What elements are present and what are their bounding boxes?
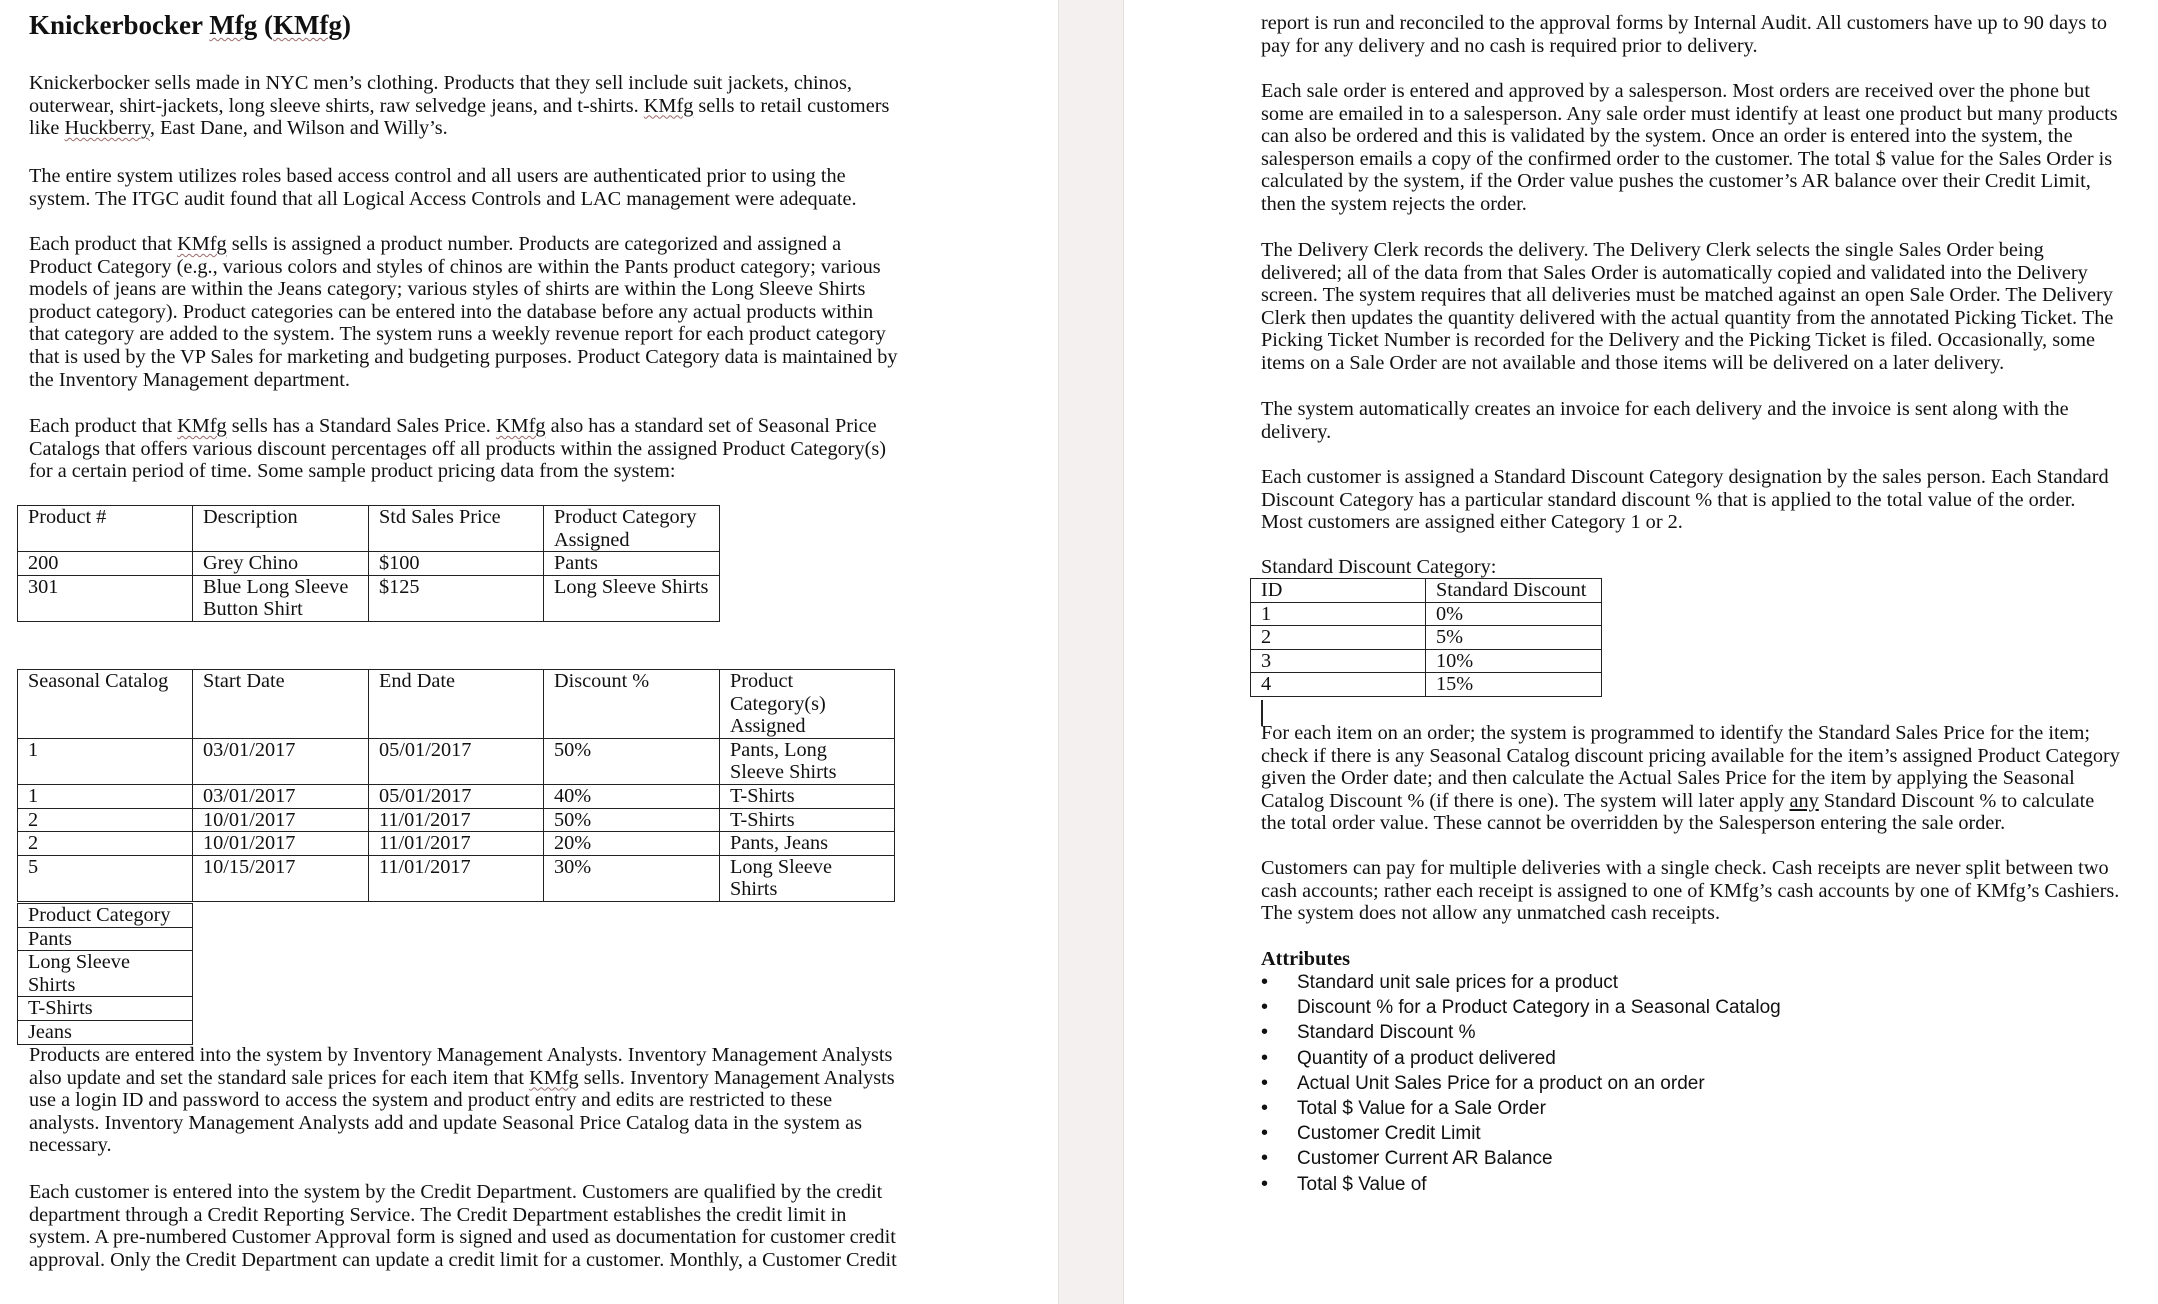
table-cell: Pants <box>18 927 193 951</box>
standard-price-paragraph: Each product that KMfg sells has a Standard Sales Price. KMfg also has a standard set of Seasonal Price Catalogs that offers various discount percentages off all products within the assigned Product Category(s) for a certain period of time. Some sample product pricing data from the system: <box>29 415 887 483</box>
audit-paragraph: report is run and reconciled to the approval forms by Internal Audit. All customers have up to 90 days to pay for any delivery and no cash is required prior to delivery. <box>1261 12 2107 57</box>
table-cell: 4 <box>1251 673 1426 697</box>
table-cell: 0% <box>1426 602 1602 626</box>
standard-discount-paragraph: Each customer is assigned a Standard Discount Category designation by the sales person. Each Standard Discount Category has a particular standard discount % that is applied to the total value of the order. Most customers are assigned either Category 1 or 2. <box>1261 466 2109 534</box>
product-category-table <box>17 903 193 1045</box>
table-cell: 301 <box>18 575 193 621</box>
table-cell: Pants <box>544 552 720 576</box>
cash-receipts-paragraph: Customers can pay for multiple deliveries with a single check. Cash receipts are never split between two cash accounts; rather each receipt is assigned to one of KMfg’s cash accounts by one of KMfg’s Cashiers. The system does not allow any unmatched cash receipts. <box>1261 857 2120 925</box>
table-header-cell: Product Category Assigned <box>544 506 720 552</box>
list-item: • Total $ Value of <box>1261 1172 2121 1197</box>
sale-order-paragraph: Each sale order is entered and approved by a salesperson. Most orders are received over the phone but some are emailed in to a salesperson. Any sale order must identify at least one product but many products can also be ordered and this is validated by the system. Once an order is entered into the system, the salesperson emails a copy of the confirmed order to the customer. The total $ value for the Sales Order is calculated by the system, if the Order value pushes the customer’s AR balance over their Credit Limit, then the system rejects the order. <box>1261 80 2118 215</box>
table-cell: 40% <box>544 784 720 808</box>
list-item: • Standard Discount % <box>1261 1020 2121 1045</box>
table-cell: 200 <box>18 552 193 576</box>
table-header-cell: ID <box>1251 579 1426 603</box>
document-title: Knickerbocker Mfg (KMfg) <box>29 10 351 40</box>
table-header-cell: Standard Discount <box>1426 579 1602 603</box>
table-row <box>18 784 895 808</box>
table-cell: Pants, Long Sleeve Shirts <box>720 738 895 784</box>
seasonal-catalog-table <box>17 669 895 902</box>
table-cell: Blue Long Sleeve Button Shirt <box>193 575 369 621</box>
list-item: • Customer Credit Limit <box>1261 1121 2121 1146</box>
attributes-list <box>1261 970 2121 1197</box>
table-header-cell: Product Category(s) Assigned <box>720 670 895 739</box>
table-cell: 10/15/2017 <box>193 855 369 901</box>
table-header-cell: Discount % <box>544 670 720 739</box>
table-row <box>18 552 720 576</box>
table-cell: 1 <box>18 784 193 808</box>
list-item: • Total $ Value for a Sale Order <box>1261 1096 2121 1121</box>
table-cell: Long Sleeve Shirts <box>18 951 193 997</box>
table-cell: 50% <box>544 738 720 784</box>
table-header-row <box>18 904 193 928</box>
table-cell: 5% <box>1426 626 1602 650</box>
table-header-cell: Start Date <box>193 670 369 739</box>
table-header-row <box>18 670 895 739</box>
intro-paragraph: Knickerbocker sells made in NYC men’s clothing. Products that they sell include suit jackets, chinos, outerwear, shirt-jackets, long sleeve shirts, raw selvedge jeans, and t-shirts. KMfg sells to retail customers like Huckberry, East Dane, and Wilson and Willy’s. <box>29 72 890 140</box>
discount-table-caption: Standard Discount Category: <box>1261 556 1497 578</box>
list-item: • Actual Unit Sales Price for a product on an order <box>1261 1071 2121 1096</box>
credit-department-paragraph: Each customer is entered into the system by the Credit Department. Customers are qualified by the credit department through a Credit Reporting Service. The Credit Department establishes the credit limit in system. A pre-numbered Customer Approval form is signed and used as documentation for customer credit approval. Only the Credit Department can update a credit limit for a customer. Monthly, a Customer Credit <box>29 1181 897 1271</box>
table-cell: T-Shirts <box>720 808 895 832</box>
list-item: • Discount % for a Product Category in a Seasonal Catalog <box>1261 995 2121 1020</box>
table-cell: 1 <box>18 738 193 784</box>
product-pricing-table <box>17 505 720 622</box>
table-row <box>18 927 193 951</box>
table-cell: 11/01/2017 <box>369 832 544 856</box>
table-row <box>18 1020 193 1044</box>
table-row <box>1251 626 1602 650</box>
invoice-paragraph: The system automatically creates an invoice for each delivery and the invoice is sent along with the delivery. <box>1261 398 2069 443</box>
table-cell: $100 <box>369 552 544 576</box>
table-cell: 11/01/2017 <box>369 855 544 901</box>
table-cell: 2 <box>18 832 193 856</box>
list-item: • Customer Current AR Balance <box>1261 1146 2121 1171</box>
table-header-row <box>1251 579 1602 603</box>
table-header-cell: Description <box>193 506 369 552</box>
table-row <box>18 855 895 901</box>
table-cell: Long Sleeve Shirts <box>544 575 720 621</box>
table-row <box>1251 602 1602 626</box>
table-cell: 50% <box>544 808 720 832</box>
table-cell: 10% <box>1426 649 1602 673</box>
table-cell: $125 <box>369 575 544 621</box>
table-cell: 1 <box>1251 602 1426 626</box>
table-header-cell: Std Sales Price <box>369 506 544 552</box>
table-row <box>18 832 895 856</box>
table-cell: T-Shirts <box>18 997 193 1021</box>
page-gutter <box>1058 0 1124 1304</box>
table-header-cell: End Date <box>369 670 544 739</box>
delivery-paragraph: The Delivery Clerk records the delivery. The Delivery Clerk selects the single Sales Order being delivered; all of the data from that Sales Order is automatically copied and validated into the Delivery screen. The system requires that all deliveries must be matched against an open Sale Order. The Delivery Clerk then updates the quantity delivered with the actual quantity from the annotated Picking Ticket. The Picking Ticket Number is recorded for the Delivery and the Picking Ticket is filed. Occasionally, some items on a Sale Order are not available and those items will be delivered on a later delivery. <box>1261 239 2114 374</box>
table-cell: 5 <box>18 855 193 901</box>
table-header-row <box>18 506 720 552</box>
table-cell: 15% <box>1426 673 1602 697</box>
table-cell: 2 <box>1251 626 1426 650</box>
table-row <box>18 808 895 832</box>
attributes-heading: Attributes <box>1261 948 1350 970</box>
table-cell: 03/01/2017 <box>193 784 369 808</box>
table-cell: 2 <box>18 808 193 832</box>
table-cell: Jeans <box>18 1020 193 1044</box>
table-cell: Pants, Jeans <box>720 832 895 856</box>
table-header-cell: Product # <box>18 506 193 552</box>
table-row <box>1251 649 1602 673</box>
table-cell: 11/01/2017 <box>369 808 544 832</box>
table-header-cell: Seasonal Catalog <box>18 670 193 739</box>
table-cell: 10/01/2017 <box>193 832 369 856</box>
table-row <box>18 738 895 784</box>
access-control-paragraph: The entire system utilizes roles based access control and all users are authenticated prior to using the system. The ITGC audit found that all Logical Access Controls and LAC management were adequate. <box>29 165 857 210</box>
inventory-analyst-paragraph: Products are entered into the system by Inventory Management Analysts. Inventory Management Analysts also update and set the standard sale prices for each item that KMfg sells. Inventory Management Analysts use a login ID and password to access the system and product entry and edits are restricted to these analysts. Inventory Management Analysts add and update Seasonal Price Catalog data in the system as necessary. <box>29 1044 895 1157</box>
table-row <box>18 575 720 621</box>
table-cell: 03/01/2017 <box>193 738 369 784</box>
standard-discount-table <box>1250 578 1602 697</box>
list-item: • Standard unit sale prices for a product <box>1261 970 2121 995</box>
table-cell: 05/01/2017 <box>369 784 544 808</box>
table-row <box>1251 673 1602 697</box>
table-cell: 3 <box>1251 649 1426 673</box>
table-header-cell: Product Category <box>18 904 193 928</box>
table-cell: T-Shirts <box>720 784 895 808</box>
table-row <box>18 997 193 1021</box>
table-cell: Long Sleeve Shirts <box>720 855 895 901</box>
list-item: • Quantity of a product delivered <box>1261 1046 2121 1071</box>
table-cell: 10/01/2017 <box>193 808 369 832</box>
product-category-paragraph: Each product that KMfg sells is assigned a product number. Products are categorized and assigned a Product Category (e.g., various colors and styles of chinos are within the Pants product category; various models of jeans are within the Jeans category; various styles of shirts are within the Long Sleeve Shirts product category). Product categories can be entered into the database before any actual products within that category are added to the system. The system runs a weekly revenue report for each product category that is used by the VP Sales for marketing and budgeting purposes. Product Category data is maintained by the Inventory Management department. <box>29 233 898 391</box>
table-cell: Grey Chino <box>193 552 369 576</box>
table-cell: 05/01/2017 <box>369 738 544 784</box>
table-row <box>18 951 193 997</box>
pricing-logic-paragraph: For each item on an order; the system is programmed to identify the Standard Sales Price for the item; check if there is any Seasonal Catalog discount pricing available for the item’s assigned Product Category given the Order date; and then calculate the Actual Sales Price for the item by applying the Seasonal Catalog Discount % (if there is one). The system will later apply any Standard Discount % to calculate the total order value. These cannot be overridden by the Salesperson entering the sale order. <box>1261 722 2120 835</box>
table-cell: 20% <box>544 832 720 856</box>
table-cell: 30% <box>544 855 720 901</box>
